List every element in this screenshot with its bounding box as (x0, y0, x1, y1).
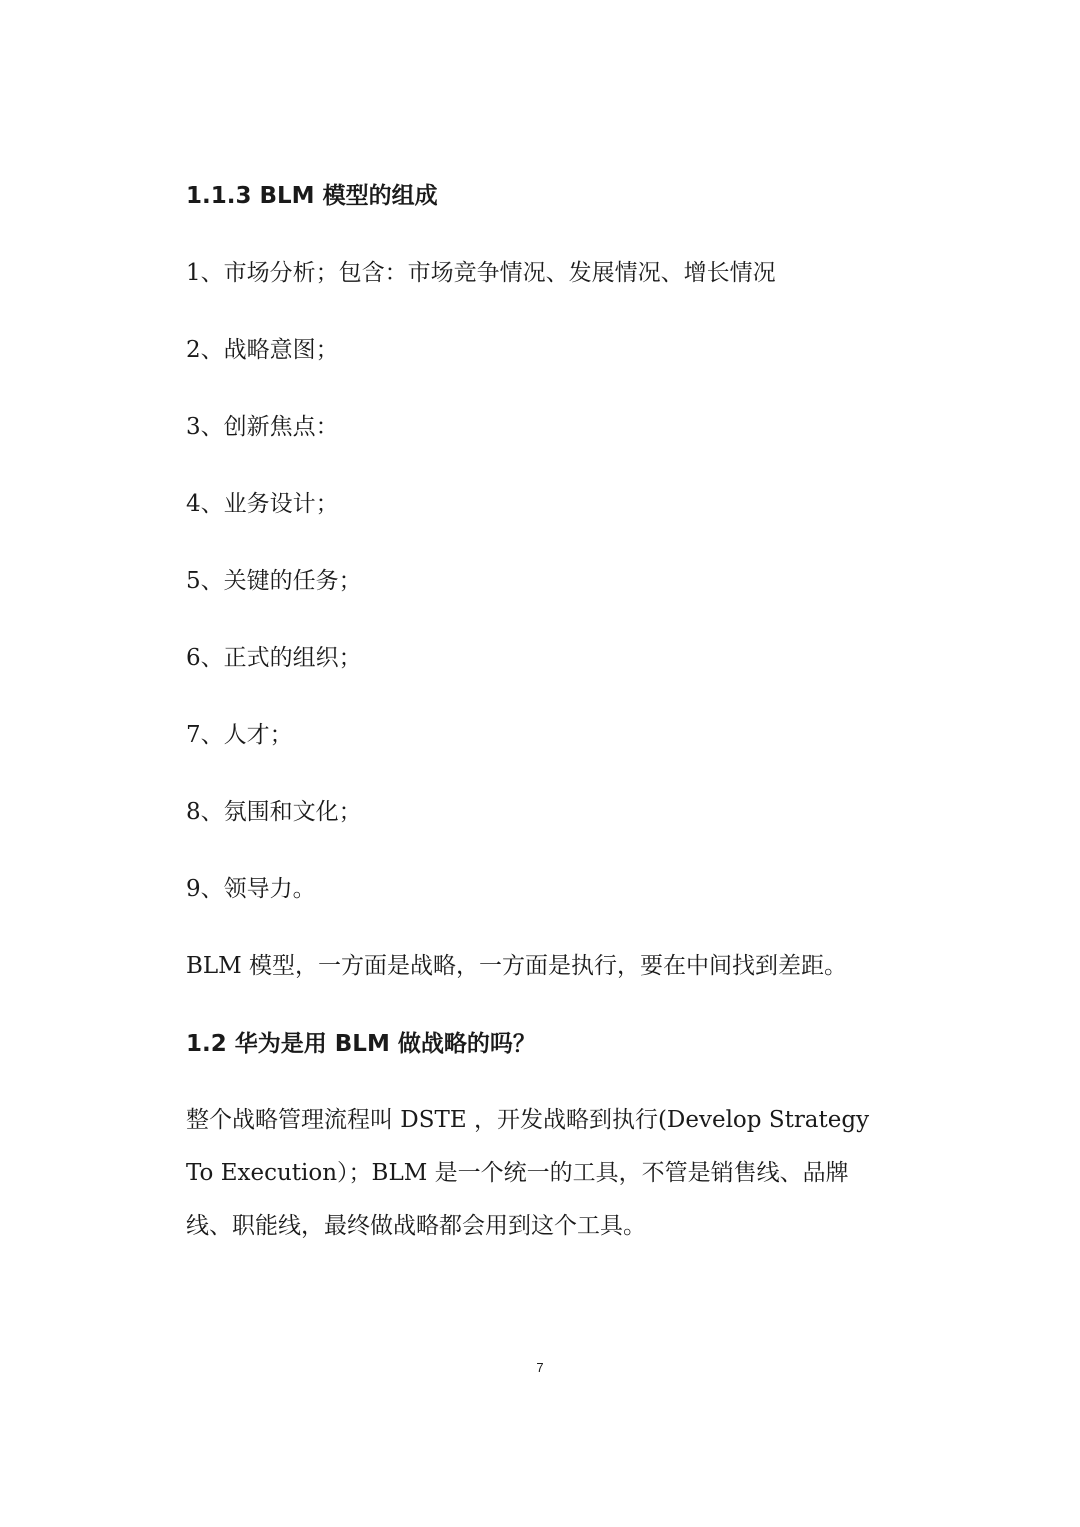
paragraph-line: 整个战略管理流程叫 DSTE ，开发战略到执行(Develop Strategy (186, 1107, 870, 1133)
paragraph-line: To Execution）；BLM 是一个统一的工具，不管是销售线、品牌 (186, 1160, 849, 1186)
list-item: 8、氛围和文化； (186, 799, 362, 825)
list-item: 1、市场分析；包含：市场竞争情况、发展情况、增长情况 (186, 260, 776, 286)
list-item: 6、正式的组织； (186, 645, 362, 671)
list-item: 7、人才； (186, 722, 293, 748)
list-item: 3、创新焦点： (186, 414, 339, 440)
list-item: 4、业务设计； (186, 491, 339, 517)
section-heading: 1.1.3 BLM 模型的组成 (186, 183, 438, 209)
list-item: 9、领导力。 (186, 876, 316, 902)
summary-text: BLM 模型，一方面是战略，一方面是执行，要在中间找到差距。 (186, 953, 848, 979)
body-paragraph (186, 1094, 898, 1253)
page-number: 7 (536, 1360, 544, 1375)
paragraph-line: 线、职能线，最终做战略都会用到这个工具。 (186, 1213, 646, 1239)
list-item: 2、战略意图； (186, 337, 339, 363)
list-item: 5、关键的任务； (186, 568, 362, 594)
subsection-heading: 1.2 华为是用 BLM 做战略的吗？ (186, 1031, 536, 1057)
